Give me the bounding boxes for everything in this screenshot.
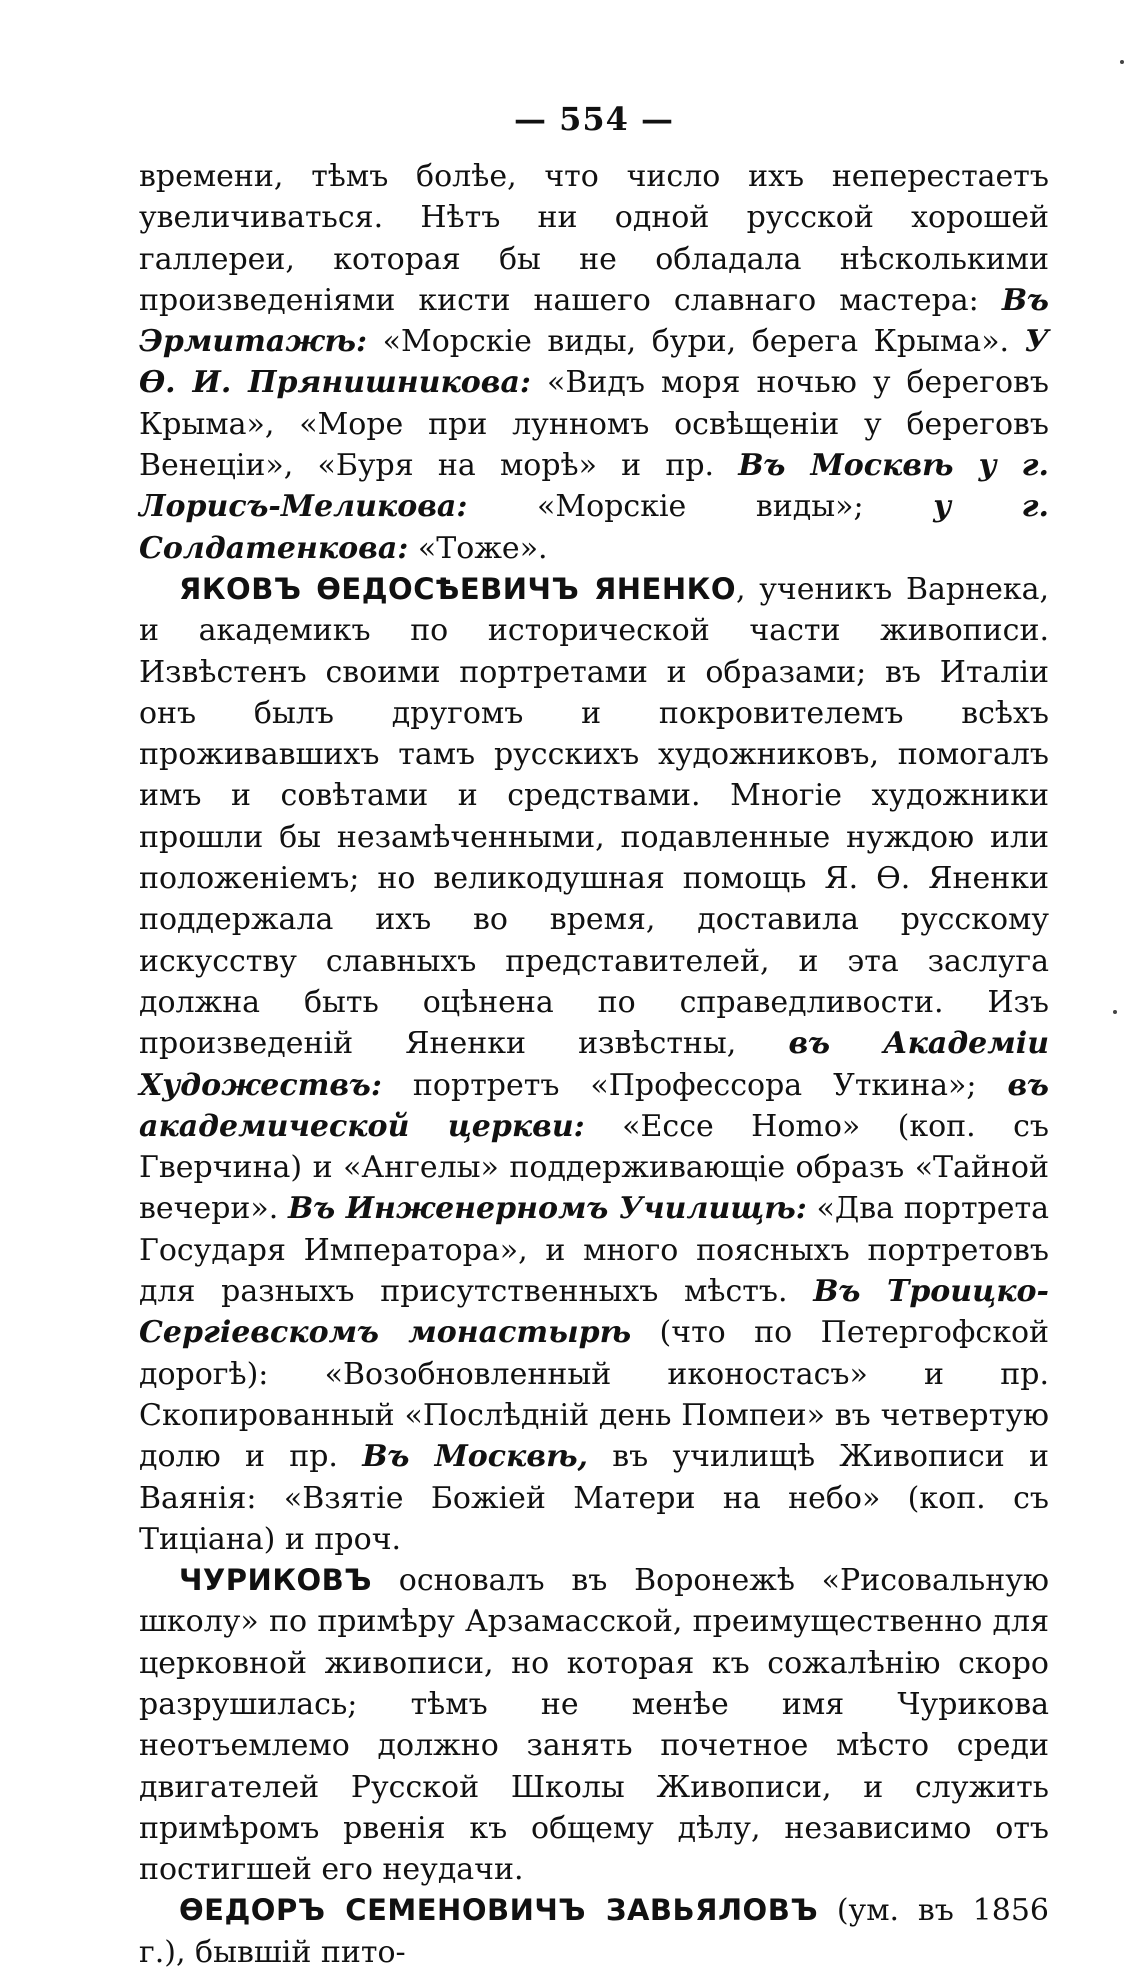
text-run: «Морскіе виды»; [467, 489, 934, 525]
italic-reference: въ Академіи Художествъ: [139, 1026, 1049, 1103]
text-run: , ученикъ Варнека, и академикъ по исторической части живописи. Извѣстенъ своими портретами и образами; въ Италіи онъ былъ другомъ и покровителемъ всѣхъ проживавшихъ тамъ русскихъ художниковъ, помогалъ имъ и совѣтами и средствами. Многіе художники прошли бы незамѣченными, подавленные нуждою или положеніемъ; но великодушная помощь Я. Ѳ. Яненки поддержала ихъ во время, доставила русскому искусству славныхъ представителей, и эта заслуга должна быть оцѣнена по справедливости. Изъ произведеній Яненки извѣстны, [139, 571, 1049, 1062]
text-run: времени, тѣмъ болѣе, что число ихъ неперестаетъ увеличиваться. Нѣтъ ни одной русской хорошей галлереи, которая бы не обладала нѣсколькими произведеніями кисти нашего славнаго мастера: [139, 159, 1049, 318]
paragraph-aivazovsky-works [139, 156, 1049, 569]
italic-reference: Въ Инженерномъ Училищѣ: [287, 1191, 807, 1227]
text-run: (ум. въ 1856 г.), бывшій пито- [139, 1893, 1049, 1970]
text-run: «Видъ моря ночью у береговъ Крыма», «Море при лунномъ освѣщеніи у береговъ Венеціи», «Буря на морѣ» и пр. [139, 365, 1049, 484]
text-run: «Два портрета Государя Императора», и много поясныхъ портретовъ для разныхъ присутственныхъ мѣстъ. [139, 1191, 1050, 1310]
text-run: въ училищѣ Живописи и Ваянія: «Взятіе Божіей Матери на небо» (коп. съ Тиціана) и проч. [139, 1439, 1049, 1557]
artist-name: ЯКОВЪ ѲЕДОСѢЕВИЧЪ ЯНЕНКО [179, 571, 736, 606]
text-run: «Тоже». [408, 530, 548, 566]
print-speck [1113, 1010, 1117, 1014]
text-run: «Ecce Homo» (коп. съ Гверчина) и «Ангелы» поддерживающіе образъ «Тайной вечери». [139, 1108, 1049, 1227]
italic-reference: У Ѳ. И. Прянишникова: [139, 324, 1049, 401]
paragraph-zavyalov [139, 1890, 1049, 1973]
print-speck [1120, 60, 1124, 64]
italic-reference: Въ Троицко-Сергіевскомъ монастырѣ [139, 1274, 1049, 1351]
italic-reference: Въ Эрмитажѣ: [139, 282, 1049, 360]
text-run: портретъ «Профессора Уткина»; [381, 1067, 1008, 1103]
text-run: (что по Петергофской дорогѣ): «Возобновленный иконостасъ» и пр. Скопированный «Послѣдній день Помпеи» въ четвертую долю и пр. [139, 1315, 1050, 1475]
page-number: — 554 — [513, 100, 675, 138]
italic-reference: у г. Солдатенкова: [139, 489, 1049, 566]
paragraph-yanenko [139, 569, 1049, 1560]
artist-name: ѲЕДОРЪ СЕМЕНОВИЧЪ ЗАВЬЯЛОВЪ [179, 1893, 819, 1928]
italic-reference: Въ Москвѣ у г. Лорисъ-Меликова: [139, 448, 1049, 525]
text-run: «Морскіе виды, бури, берега Крыма». [367, 324, 1025, 360]
paragraph-churikov [139, 1560, 1049, 1890]
text-run: основалъ въ Воронежѣ «Рисовальную школу» по примѣру Арзамасской, преимущественно для церковной живописи, но которая къ сожалѣнію скоро разрушилась; тѣмъ не менѣе имя Чурикова неотъемлемо должно занять почетное мѣсто среди двигателей Русской Школы Живописи, и служить примѣромъ рвенія къ общему дѣлу, независимо отъ постигшей его неудачи. [139, 1563, 1049, 1888]
italic-reference: Въ Москвѣ, [362, 1439, 589, 1475]
italic-reference: въ академической церкви: [139, 1067, 1049, 1144]
document-page [139, 100, 1049, 1973]
artist-name: ЧУРИКОВЪ [179, 1563, 373, 1598]
